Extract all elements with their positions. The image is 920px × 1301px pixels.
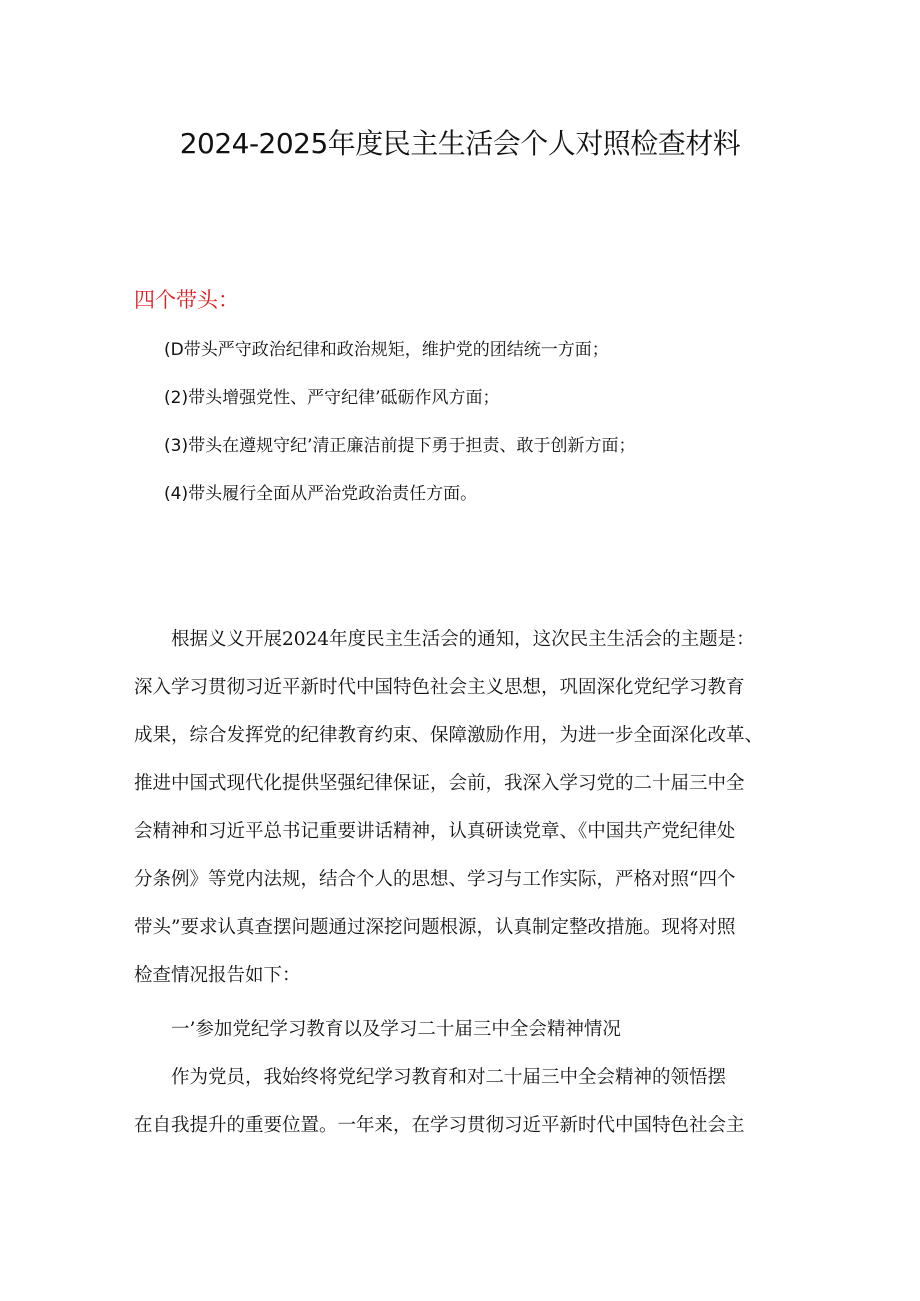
four-leads-item (164, 480, 477, 508)
body-line: 会精神和习近平总书记重要讲话精神，认真研读党章、《中国共产党纪律处 (134, 821, 736, 842)
item-text: 带头履行全面从严治党政治责任方面。 (188, 484, 478, 504)
body-line: 检查情况报告如下： (134, 965, 301, 986)
body-line: 成果，综合发挥党的纪律教育约束、保障激励作用，为进一步全面深化改革、 (134, 725, 764, 746)
item-number: (2) (164, 388, 189, 408)
item-number: (3) (164, 436, 189, 456)
item-number: (4) (164, 484, 189, 504)
item-text: 带头增强党性、严守纪律’砥砺作风方面； (188, 388, 500, 408)
document-title: 2024-2025年度民主生活会个人对照检查材料 (179, 127, 741, 160)
item-text: 带头在遵规守纪’清正廉洁前提下勇于担责、敢于创新方面； (188, 436, 636, 456)
body-line: 推进中国式现代化提供坚强纪律保证，会前，我深入学习党的二十届三中全 (134, 773, 745, 794)
body-line: 分条例》等党内法规，结合个人的思想、学习与工作实际，严格对照“四个 (134, 869, 736, 890)
four-leads-item (164, 336, 609, 364)
body-line: 深入学习贯彻习近平新时代中国特色社会主义思想，巩固深化党纪学习教育 (134, 677, 745, 698)
item-text: 带头严守政治纪律和政治规矩，维护党的团结统一方面； (183, 340, 609, 360)
four-leads-heading: 四个带头： (134, 288, 239, 312)
four-leads-item (164, 384, 500, 412)
four-leads-item (164, 432, 636, 460)
body-line: 带头”要求认真查摆问题通过深挖问题根源，认真制定整改措施。现将对照 (134, 917, 736, 938)
body-line: 根据义义开展2024年度民主生活会的通知，这次民主生活会的主题是： (134, 629, 755, 650)
item-number: (D (164, 340, 184, 360)
body-line: 在自我提升的重要位置。一年来，在学习贯彻习近平新时代中国特色社会主 (134, 1115, 745, 1136)
section-subheading: 一’参加党纪学习教育以及学习二十届三中全会精神情况 (134, 1019, 621, 1040)
body-line: 作为党员，我始终将党纪学习教育和对二十届三中全会精神的领悟摆 (134, 1067, 727, 1088)
